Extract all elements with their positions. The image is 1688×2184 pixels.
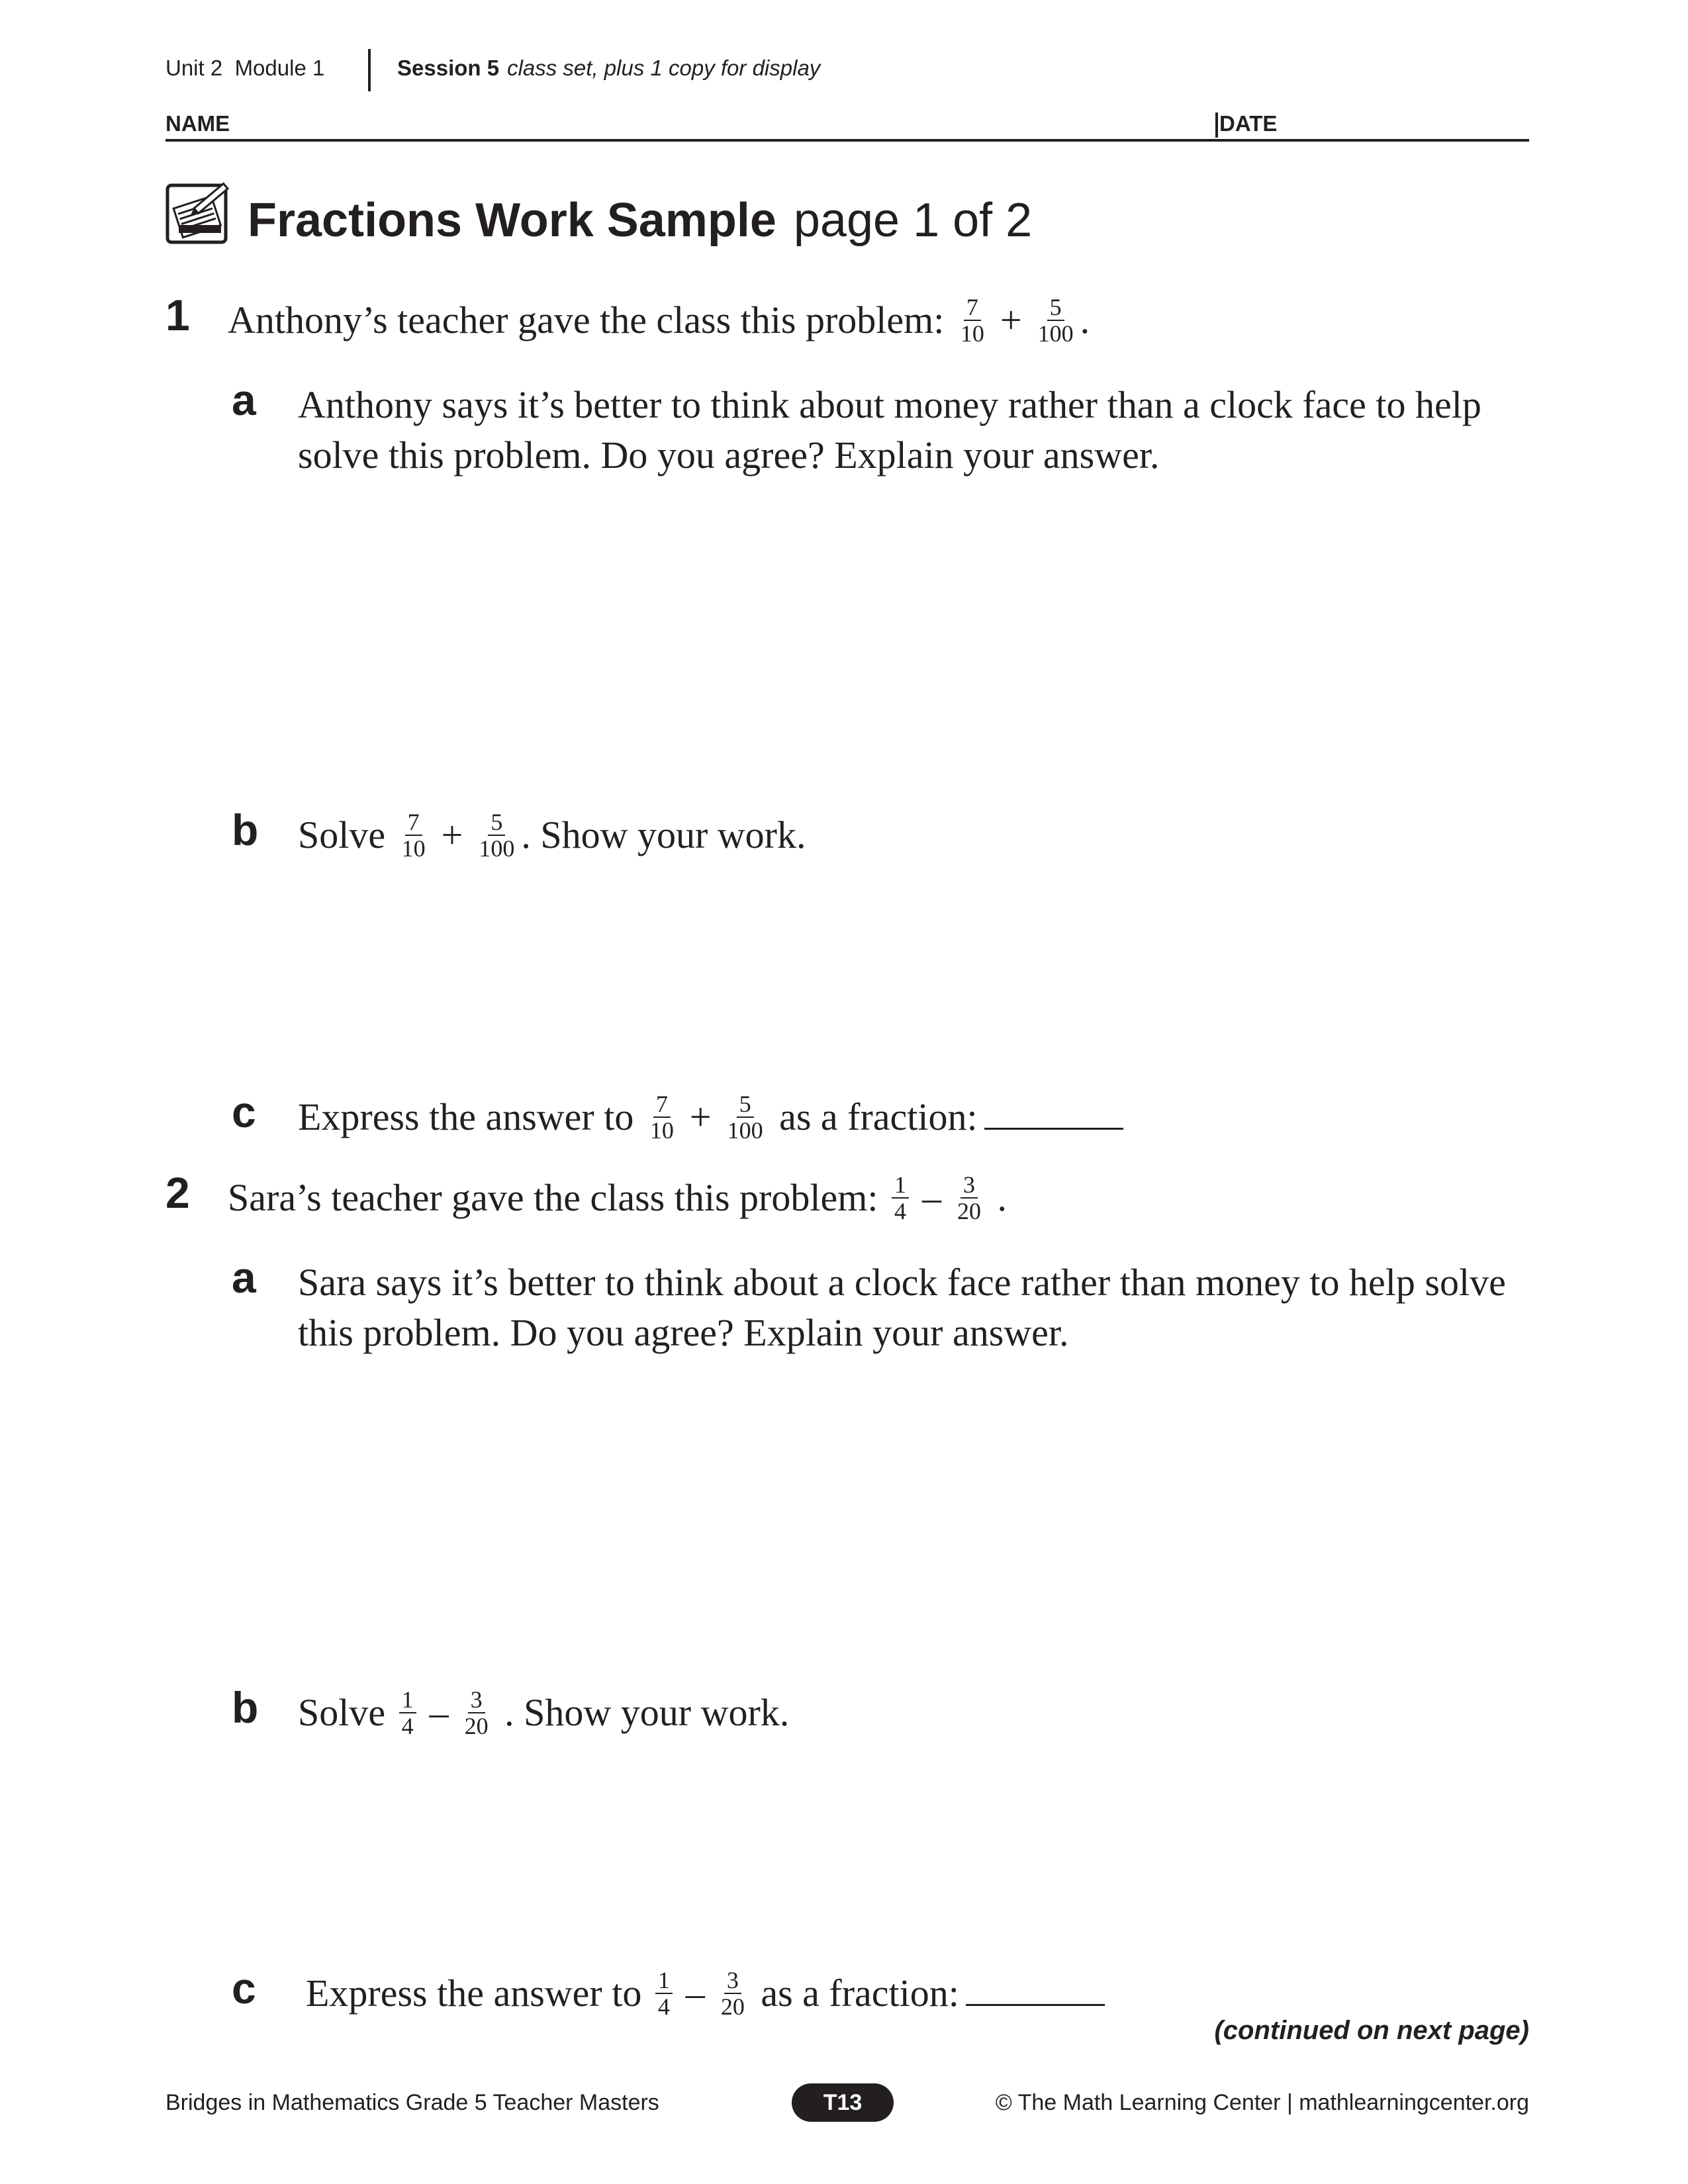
q2b-letter: b xyxy=(232,1683,259,1732)
q2c-fraction-1: $\frac{1}{4}$ xyxy=(655,1968,673,2019)
q2-fraction-2: $\frac{3}{20}$ xyxy=(957,1171,981,1224)
q2b-text: Solve $\frac{1}{4}$ – $\frac{3}{20}$ . Show your work. xyxy=(298,1686,790,1739)
q1-number: 1 xyxy=(165,291,190,340)
q2b-fraction-2: $\frac{3}{20}$ xyxy=(464,1686,489,1739)
q1b-prefix: Solve xyxy=(298,813,386,856)
q2c-letter: c xyxy=(232,1964,256,2013)
q1a-line-1: Anthony says it’s better to think about money rather than a clock face to help xyxy=(298,383,1481,426)
q1b-fraction-1: $\frac{7}{10}$ xyxy=(401,808,426,862)
q1b-letter: b xyxy=(232,805,259,854)
q2c-answer-blank[interactable] xyxy=(966,1971,1105,2006)
footer-publication: Bridges in Mathematics Grade 5 Teacher Masters xyxy=(165,2090,659,2115)
q2c-prefix: Express the answer to xyxy=(306,1972,642,2015)
q2a-line-2: this problem. Do you agree? Explain your answer. xyxy=(298,1311,1069,1354)
q2-number: 2 xyxy=(165,1168,190,1217)
q1c-fraction-2: $\frac{5}{100}$ xyxy=(727,1090,763,1144)
q1a-text xyxy=(298,380,1481,480)
q1c-letter: c xyxy=(232,1087,256,1136)
q2c-text: Express the answer to $\frac{1}{4}$ – $\frac{3}{20}$ as a fraction: xyxy=(306,1968,1105,2023)
q2a-letter: a xyxy=(232,1253,256,1302)
q1b-suffix: . Show your work. xyxy=(521,813,806,856)
name-label: NAME xyxy=(165,111,230,136)
q1c-fraction-1: $\frac{7}{10}$ xyxy=(649,1090,674,1144)
q1c-answer-blank[interactable] xyxy=(984,1095,1123,1130)
q1-prompt: Anthony’s teacher gave the class this problem: $\frac{7}{10}$ + $\frac{5}{100}$ . xyxy=(228,293,1090,347)
q1c-text: Express the answer to $\frac{7}{10}$ + $\frac{5}{100}$ as a fraction: xyxy=(298,1092,1123,1147)
q2-operator: – xyxy=(921,1176,941,1219)
date-separator xyxy=(1215,113,1218,138)
unit-label: Unit 2 xyxy=(165,56,223,80)
q1a-letter: a xyxy=(232,375,256,424)
q1-operator: + xyxy=(1000,298,1022,341)
q2a-answer-area[interactable] xyxy=(298,1367,1529,1659)
worksheet-pencil-icon xyxy=(165,179,232,245)
q2-intro: Sara’s teacher gave the class this problem: xyxy=(228,1176,878,1219)
session-note: class set, plus 1 copy for display xyxy=(507,56,821,80)
q1b-work-area[interactable] xyxy=(298,874,1529,1072)
header-separator xyxy=(368,49,371,91)
q1-intro: Anthony’s teacher gave the class this problem: xyxy=(228,298,945,341)
page-number-badge: T13 xyxy=(792,2083,894,2122)
title-main: Fractions Work Sample xyxy=(248,194,776,247)
unit-module-label xyxy=(165,56,324,81)
q2a-line-1: Sara says it’s better to think about a clock face rather than money to help solve xyxy=(298,1261,1506,1304)
q1-fraction-2: $\frac{5}{100}$ xyxy=(1037,293,1074,347)
q1a-line-2: solve this problem. Do you agree? Explain your answer. xyxy=(298,433,1160,477)
q1a-answer-area[interactable] xyxy=(298,490,1529,781)
q1c-suffix: as a fraction: xyxy=(779,1095,978,1138)
q2a-text xyxy=(298,1257,1506,1358)
page-title xyxy=(248,193,1032,248)
title-page: page 1 of 2 xyxy=(793,194,1033,247)
name-date-line[interactable] xyxy=(165,139,1529,142)
q1-fraction-1: $\frac{7}{10}$ xyxy=(960,293,984,347)
session-info xyxy=(397,56,820,81)
footer-copyright: © The Math Learning Center | mathlearningcenter.org xyxy=(995,2090,1529,2115)
q2b-fraction-1: $\frac{1}{4}$ xyxy=(399,1687,416,1739)
q1c-prefix: Express the answer to xyxy=(298,1095,634,1138)
q2b-suffix: . Show your work. xyxy=(504,1691,790,1734)
q1b-text: Solve $\frac{7}{10}$ + $\frac{5}{100}$ . Show your work. xyxy=(298,808,806,862)
date-label: DATE xyxy=(1219,111,1278,136)
q2b-prefix: Solve xyxy=(298,1691,386,1734)
q2b-work-area[interactable] xyxy=(298,1751,1529,1950)
module-label: Module 1 xyxy=(234,56,325,80)
q1b-fraction-2: $\frac{5}{100}$ xyxy=(479,808,515,862)
q2-prompt: Sara’s teacher gave the class this problem: $\frac{1}{4}$ – $\frac{3}{20}$ . xyxy=(228,1171,1007,1224)
q2c-suffix: as a fraction: xyxy=(761,1972,959,2015)
q2c-fraction-2: $\frac{3}{20}$ xyxy=(720,1966,745,2020)
session-label: Session 5 xyxy=(397,56,500,80)
continued-note: (continued on next page) xyxy=(1214,2016,1529,2045)
q2-fraction-1: $\frac{1}{4}$ xyxy=(892,1172,909,1224)
